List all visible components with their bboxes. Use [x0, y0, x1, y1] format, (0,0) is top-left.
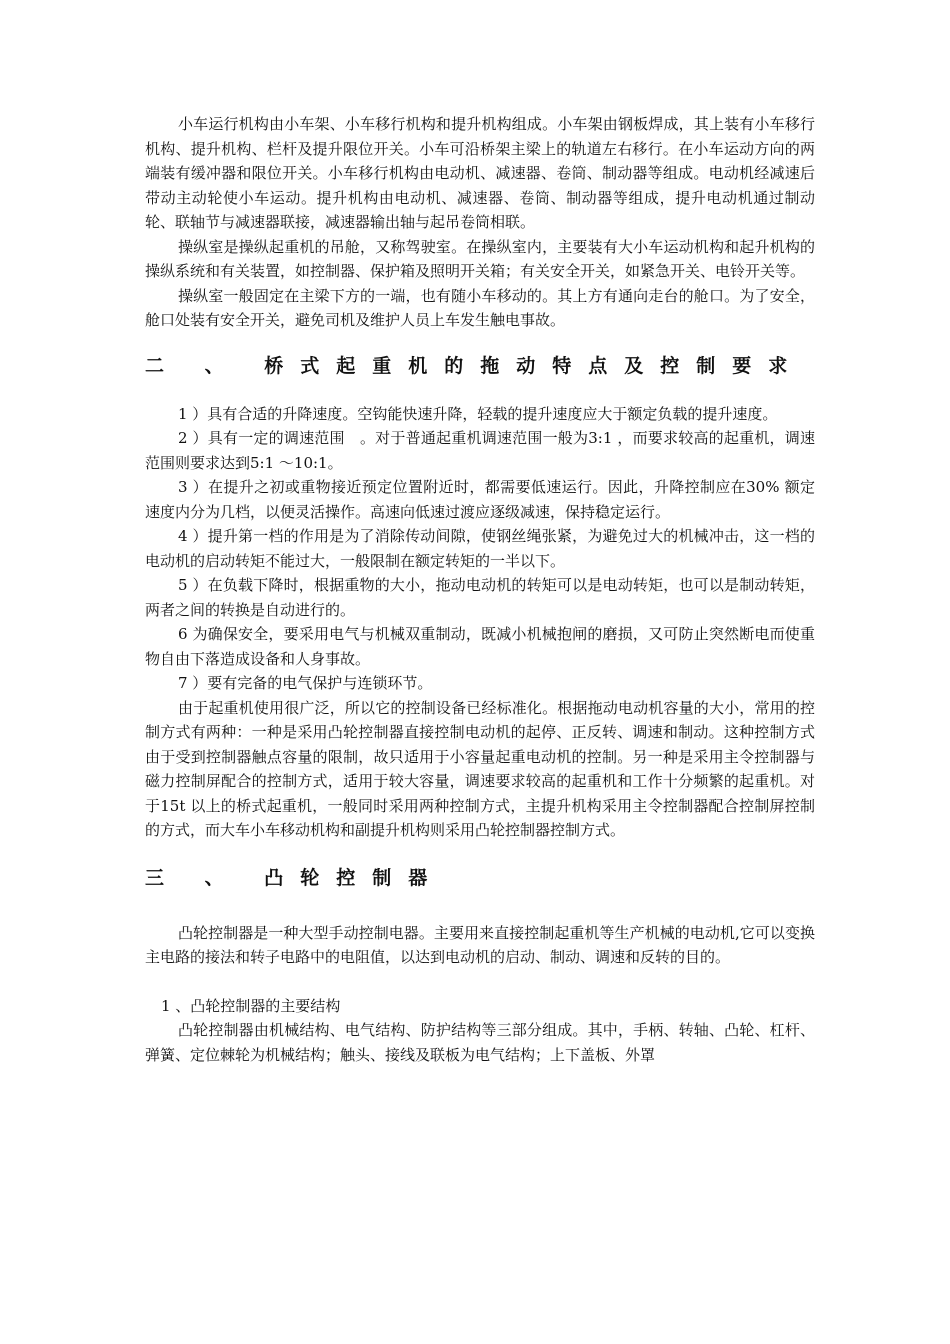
requirement-item: 7 ）要有完备的电气保护与连锁环节。: [178, 674, 433, 692]
paragraph-cab-position: 操纵室一般固定在主梁下方的一端，也有随小车移动的。其上方有通向走台的舱口。为了安全，舱口处装有安全开关，避免司机及维护人员上车发生触电事故。: [145, 286, 815, 329]
paragraph-cam-controller-intro: 凸轮控制器是一种大型手动控制电器。主要用来直接控制起重机等生产机械的电动机,它可以变换主电路的接法和转子电路中的电阻值，以达到电动机的启动、制动、调速和反转的目的。: [145, 923, 815, 966]
requirement-item: 1 ）具有合适的升降速度。空钩能快速升降，轻载的提升速度应大于额定负载的提升速度。: [178, 404, 778, 423]
paragraph-operator-cab: 操纵室是操纵起重机的吊舱，又称驾驶室。在操纵室内，主要装有大小车运动机构和起升机构的操纵系统和有关装置，如控制器、保护箱及照明开关箱；有关安全开关，如紧急开关、电铃开关等。: [145, 237, 815, 280]
document-page: [145, 112, 815, 1067]
paragraph-structure-body: 凸轮控制器由机械结构、电气结构、防护结构等三部分组成。其中，手柄、转轴、凸轮、杠杆、弹簧、定位棘轮为机械结构；触头、接线及联板为电气结构；上下盖板、外罩: [145, 1021, 815, 1064]
section-heading-drive-requirements: 二 、 桥式起重机的拖动特点及控制要求: [145, 354, 805, 377]
requirement-item: 4 ）提升第一档的作用是为了消除传动间隙，使钢丝绳张紧，为避免过大的机械冲击，这一档的电动机的启动转矩不能过大，一般限制在额定转矩的一半以下。: [145, 527, 815, 570]
subheading-main-structure: 1 、凸轮控制器的主要结构: [161, 996, 341, 1015]
requirement-item: 6 为确保安全，要采用电气与机械双重制动，既减小机械抱闸的磨损，又可防止突然断电而使重物自由下落造成设备和人身事故。: [145, 625, 815, 668]
section-heading-cam-controller: 三 、 凸轮控制器: [145, 866, 445, 889]
paragraph-trolley-mechanism: 小车运行机构由小车架、小车移行机构和提升机构组成。小车架由钢板焊成，其上装有小车移行机构、提升机构、栏杆及提升限位开关。小车可沿桥架主梁上的轨道左右移行。在小车运动方向的两端装有缓冲器和限位开关。小车移行机构由电动机、减速器、卷筒、制动器等组成。电动机经减速后带动主动轮使小车运动。提升机构由电动机、减速器、卷筒、制动器等组成，提升电动机通过制动轮、联轴节与减速器联接，减速器输出轴与起吊卷筒相联。: [145, 115, 815, 231]
requirement-item: 3 ）在提升之初或重物接近预定位置附近时，都需要低速运行。因此，升降控制应在30% 额定速度内分为几档，以便灵活操作。高速向低速过渡应逐级减速，保持稳定运行。: [145, 478, 815, 521]
requirement-item: 2 ）具有一定的调速范围 。对于普通起重机调速范围一般为3:1 ，而要求较高的起重机，调速范围则要求达到5:1 ～10:1。: [145, 429, 815, 472]
requirement-item: 5 ）在负载下降时，根据重物的大小，拖动电动机的转矩可以是电动转矩，也可以是制动转矩，两者之间的转换是自动进行的。: [145, 576, 815, 619]
paragraph-control-methods: 由于起重机使用很广泛，所以它的控制设备已经标准化。根据拖动电动机容量的大小，常用的控制方式有两种：一种是采用凸轮控制器直接控制电动机的起停、正反转、调速和制动。这种控制方式由于受到控制器触点容量的限制，故只适用于小容量起重电动机的控制。另一种是采用主令控制器与磁力控制屏配合的控制方式，适用于较大容量，调速要求较高的起重机和工作十分频繁的起重机。对于15t 以上的桥式起重机，一般同时采用两种控制方式，主提升机构采用主令控制器配合控制屏控制的方式，而大车小车移动机构和副提升机构则采用凸轮控制器控制方式。: [145, 698, 815, 839]
